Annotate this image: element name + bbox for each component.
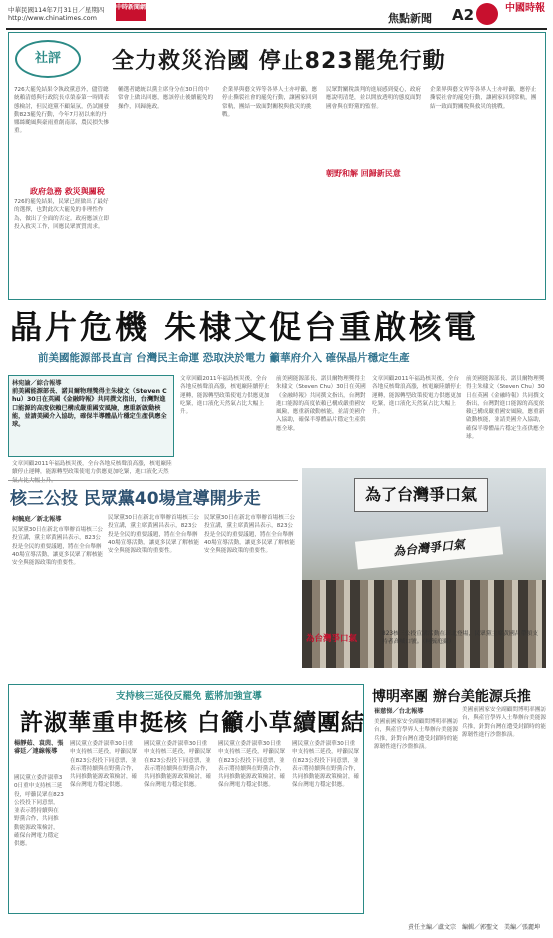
energy-drill-byline: 崔慈悌／台北報導 (374, 708, 424, 715)
kmt-byline: 楊靜茹、袁茵、張睿廷／連線報導 (14, 740, 64, 755)
referendum-body-3: 民眾黨30日在新北市舉辦首場核三公投宣講，黨主席黃國昌表示，823公投是全民的重要議題，將在全台舉辦40場宣導活動，讓更多民眾了解核能安全與能源政策的重要性。 (204, 515, 296, 555)
kmt-body-2: 國民黨立委許淑華30日重申支持核三延役，呼籲民眾在823公投投下同意票，並表示將持續與在野黨合作，共同推動能源政策檢討，確保台灣電力穩定供應。 (70, 741, 138, 789)
photo-caption: 823核三公投宣講活動在新北登場，民眾黨主席黃國昌帶領支持者高喊口號。（柯毓庭攝） (382, 631, 538, 645)
energy-drill-headline: 博明率團 辦台美能源兵推 (372, 689, 531, 705)
rally-banner: 為了台灣爭口氣 (354, 478, 488, 512)
page-credits: 責任主編／盧文宗 編輯／郭聖文 美編／張麗坤 (408, 924, 541, 931)
editorial-seal: 社評 (15, 40, 81, 78)
chip-crisis-body-2: 文章回顧2011年福島核災後，全台各地反核聲浪高漲，核電廠陸續停止運轉，能源轉型政策使電力供應更加吃緊，進口液化天然氣占比大幅上升。 (180, 376, 270, 416)
kmt-body-1: 國民黨立委許淑華30日重申支持核三延役，呼籲民眾在823公投投下同意票，並表示將持續與在野黨合作，共同推動能源政策檢討，確保台灣電力穩定供應。 (14, 775, 64, 848)
referendum-byline: 柯毓庭／新北報導 (12, 516, 62, 523)
chip-crisis-subhead: 前美國能源部長直言 台灣民主命運 恐取決於電力 籲華府介入 確保晶片穩定生產 (38, 352, 410, 364)
editorial-subhead-2: 朝野和解 回歸新民意 (326, 169, 401, 178)
photo-tag: 為台灣爭口氣 (306, 634, 358, 644)
energy-drill-body-1: 美國前國家安全副顧問博明率團訪台，與產官學界人士舉辦台美能源兵推，針對台灣在遭受封鎖時的能源韌性進行沙盤推演。 (374, 719, 458, 750)
brand-logo: 中國時報 (505, 3, 545, 14)
header-date (8, 6, 104, 22)
page-number: A2 (452, 6, 475, 24)
editorial-col1: 726大罷免結果令執政黨意外，儘管總統賴清德與行政院長卓榮泰第一時間表態檢討，但民進黨不顧氣氛，仍試圖發動823罷免行動，今年7月初以來的丹娜絲颱風與豪雨重創南部，農民損失慘重。 (14, 87, 110, 135)
kmt-headline: 許淑華重申挺核 白籲小草續團結 (20, 710, 366, 736)
site-url: http://www.chinatimes.com (8, 14, 97, 22)
chinatimes-news-logo: 中時新聞網 (116, 3, 146, 21)
editorial-col1b: 726的罷免結果，民眾已經做出了最好的選擇，也對此次大罷免的非理性作為，做出了全面的否定。政府應該立即投入救災工作，回應民眾實質需求。 (14, 199, 110, 230)
chip-crisis-lead: 前美國能源部長、諾貝爾物理獎得主朱棣文（Steven Chu）30日在英國《金融時報》共同撰文指出，台灣對進口能源的高度依賴已構成嚴重國安風險，應重新啟動核能，並請美國介入協助，確保半導體晶片穩定生產供應全球。 (12, 388, 167, 429)
chip-crisis-byline: 林宛諭／綜合報導 (12, 380, 62, 387)
kmt-kicker: 支持核三延役反罷免 藍將加強宣導 (116, 691, 262, 702)
brand-emblem-icon (476, 3, 498, 25)
referendum-body-1: 民眾黨30日在新北市舉辦首場核三公投宣講，黨主席黃國昌表示，823公投是全民的重要議題，將在全台舉辦40場宣導活動，讓更多民眾了解核能安全與能源政策的重要性。 (12, 527, 104, 567)
rally-crowd (302, 580, 546, 668)
kmt-body-3: 國民黨立委許淑華30日重申支持核三延役，呼籲民眾在823公投投下同意票，並表示將持續與在野黨合作，共同推動能源政策檢討，確保台灣電力穩定供應。 (144, 741, 212, 789)
header-rule (6, 28, 547, 30)
kmt-body-4: 國民黨立委許淑華30日重申支持核三延役，呼籲民眾在823公投投下同意票，並表示將持續與在野黨合作，共同推動能源政策檢討，確保台灣電力穩定供應。 (218, 741, 286, 789)
chip-crisis-headline: 晶片危機 朱棣文促台重啟核電 (10, 308, 480, 346)
rally-handwritten-banner: 為台灣爭口氣 (355, 526, 503, 569)
section-title: 焦點新聞 (388, 12, 432, 25)
referendum-body-2: 民眾黨30日在新北市舉辦首場核三公投宣講，黨主席黃國昌表示，823公投是全民的重要議題，將在全台舉辦40場宣導活動，讓更多民眾了解核能安全與能源政策的重要性。 (108, 515, 200, 555)
kmt-body-5: 國民黨立委許淑華30日重申支持核三延役，呼籲民眾在823公投投下同意票，並表示將持續與在野黨合作，共同推動能源政策檢討，確保台灣電力穩定供應。 (292, 741, 360, 789)
energy-drill-body-2: 美國前國家安全副顧問博明率團訪台，與產官學界人士舉辦台美能源兵推，針對台灣在遭受封鎖時的能源韌性進行沙盤推演。 (462, 707, 546, 738)
chip-crisis-body-1: 文章回顧2011年福島核災後，全台各地反核聲浪高漲，核電廠陸續停止運轉，能源轉型政策使電力供應更加吃緊，進口液化天然 (12, 461, 172, 476)
editorial-subhead-1: 政府急務 救災與關稅 (30, 187, 105, 196)
issue-date: 中華民國114年7月31日／星期四 (8, 6, 105, 14)
editorial-col4: 民眾對關稅談判的進展感到憂心，政府應說明清楚，並以開放透明的態度面對國會與在野黨的監督。 (326, 87, 422, 110)
editorial-col3: 企業界與藝文界等各界人士亦呼籲，應停止撕裂社會的罷免行動，讓國家回到常軌，團結一致面對關稅與救災的挑戰。 (222, 87, 318, 118)
chip-crisis-body-4: 文章回顧2011年福島核災後，全台各地反核聲浪高漲，核電廠陸續停止運轉，能源轉型政策使電力供應更加吃緊，進口液化天然氣占比大幅上升。 (372, 376, 462, 416)
chip-crisis-body-5: 前美國能源部長、諾貝爾物理獎得主朱棣文（Steven Chu）30日在英國《金融時報》共同撰文指出，台灣對進口能源的高度依賴已構成嚴重國安風險，應重新啟動核能，並請美國介入協助，確保半導體晶片穩定生產供應全球。 (466, 376, 545, 441)
editorial-headline: 全力救災治國 停止823罷免行動 (112, 49, 446, 74)
section-divider (8, 480, 298, 481)
editorial-col5: 企業界與藝文界等各界人士亦呼籲，應停止撕裂社會的罷免行動，讓國家回到常軌，團結一致面對關稅與救災的挑戰。 (430, 87, 537, 110)
referendum-headline: 核三公投 民眾黨40場宣導開步走 (10, 489, 261, 509)
chip-crisis-body-3: 前美國能源部長、諾貝爾物理獎得主朱棣文（Steven Chu）30日在英國《金融時報》共同撰文指出，台灣對進口能源的高度依賴已構成嚴重國安風險，應重新啟動核能，並請美國介入協助，確保半導體晶片穩定生產供應全球。 (276, 376, 366, 432)
editorial-col2: 輔選者總統以黨主席身分在30日的中常會上做出回應，應該停止後續罷免的操作，回歸施政。 (118, 87, 214, 110)
